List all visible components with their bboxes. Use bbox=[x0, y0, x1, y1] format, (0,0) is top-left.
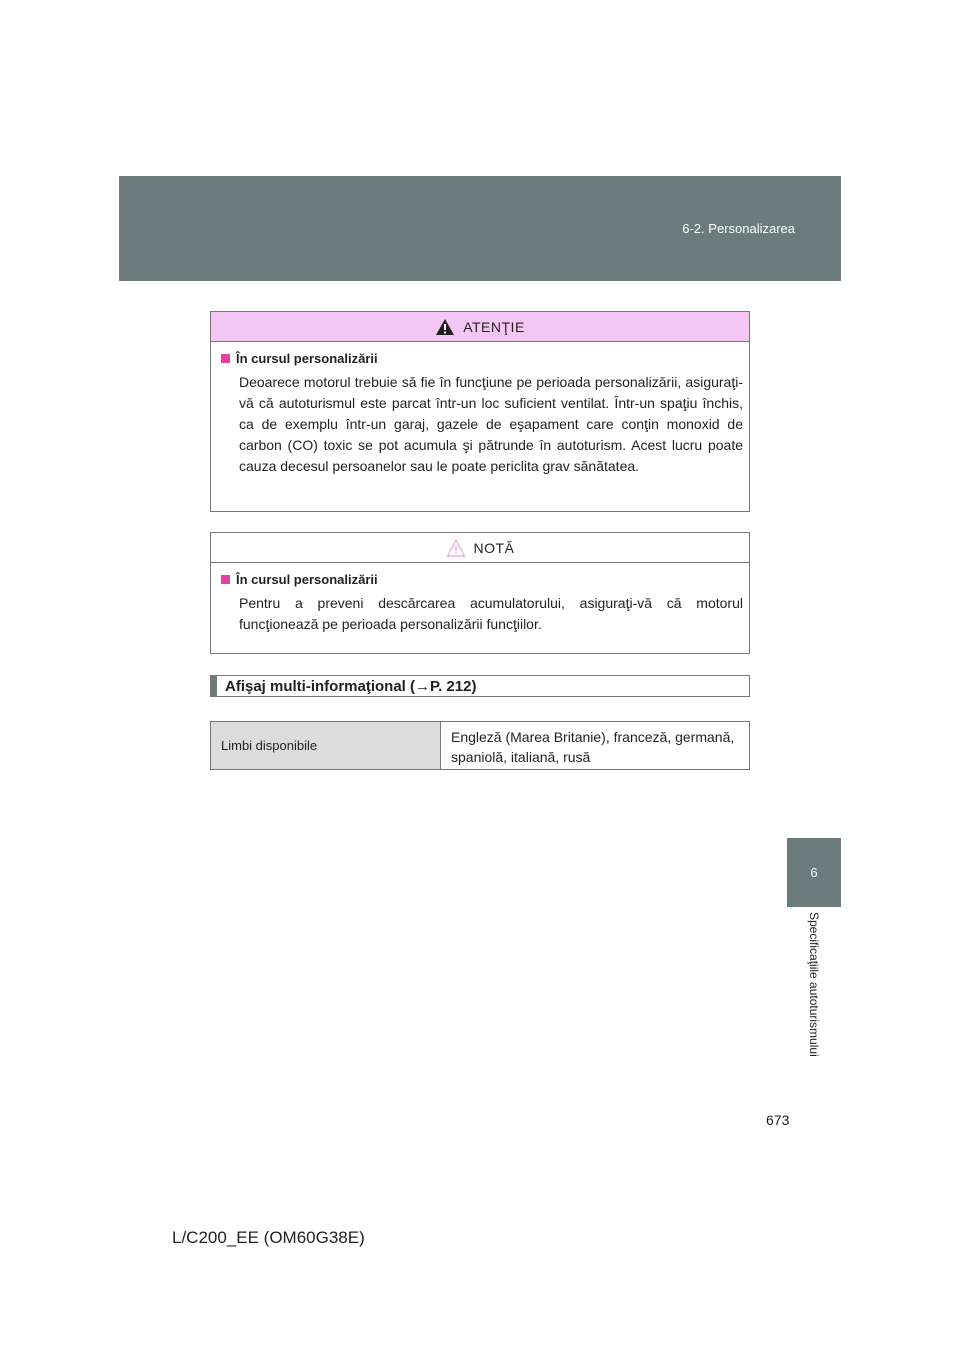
section-heading-bar bbox=[211, 676, 217, 696]
warning-triangle-outline-icon bbox=[446, 539, 466, 557]
footer-code: L/C200_EE (OM60G38E) bbox=[172, 1228, 365, 1247]
notice-box bbox=[210, 532, 750, 654]
chapter-tab bbox=[787, 838, 841, 907]
spec-label-cell: Limbi disponibile bbox=[211, 722, 441, 769]
warning-header bbox=[211, 312, 749, 342]
notice-header bbox=[211, 533, 749, 563]
chapter-label-container bbox=[787, 912, 841, 1092]
spec-value-cell: Engleză (Marea Britanie), franceză, germană, spaniolă, italiană, rusă bbox=[451, 729, 735, 765]
notice-text: Pentru a preveni descărcarea acumulatorului, asiguraţi-vă că motorul funcţionează pe perioada personalizării funcţiilor. bbox=[239, 595, 743, 632]
warning-title: ATENŢIE bbox=[463, 318, 525, 335]
section-heading bbox=[210, 675, 750, 697]
header-section-title: 6-2. Personalizarea bbox=[682, 221, 795, 236]
warning-triangle-filled-icon bbox=[435, 318, 455, 336]
notice-subheading-text: În cursul personalizării bbox=[236, 572, 378, 587]
notice-body bbox=[211, 563, 749, 635]
header-band bbox=[119, 176, 841, 281]
notice-subheading bbox=[221, 572, 743, 587]
warning-text: Deoarece motorul trebuie să fie în funcţiune pe perioada personalizării, asiguraţi-vă că autoturismul este parcat într-un loc suficient ventilat. Într-un spaţiu închis, ca de exemplu într-un garaj, gazele de eşapament care conţin monoxid de carbon (CO) toxic se pot acumula şi pătrunde în autoturism. Acest lucru poate cauza decesul persoanelor sau le poate periclita grav sănătatea. bbox=[239, 374, 743, 474]
spec-table-row bbox=[210, 721, 750, 770]
square-bullet-icon bbox=[221, 354, 230, 363]
section-heading-text: Afişaj multi-informaţional (→P. 212) bbox=[225, 677, 477, 695]
chapter-number: 6 bbox=[810, 865, 818, 880]
page-number: 673 bbox=[766, 1112, 790, 1128]
chapter-label: Specificaţiile autoturismului bbox=[807, 912, 821, 1057]
warning-subheading bbox=[221, 351, 743, 366]
notice-title: NOTĂ bbox=[473, 539, 515, 556]
warning-body bbox=[211, 342, 749, 477]
warning-box bbox=[210, 311, 750, 512]
warning-subheading-text: În cursul personalizării bbox=[236, 351, 378, 366]
square-bullet-icon bbox=[221, 575, 230, 584]
